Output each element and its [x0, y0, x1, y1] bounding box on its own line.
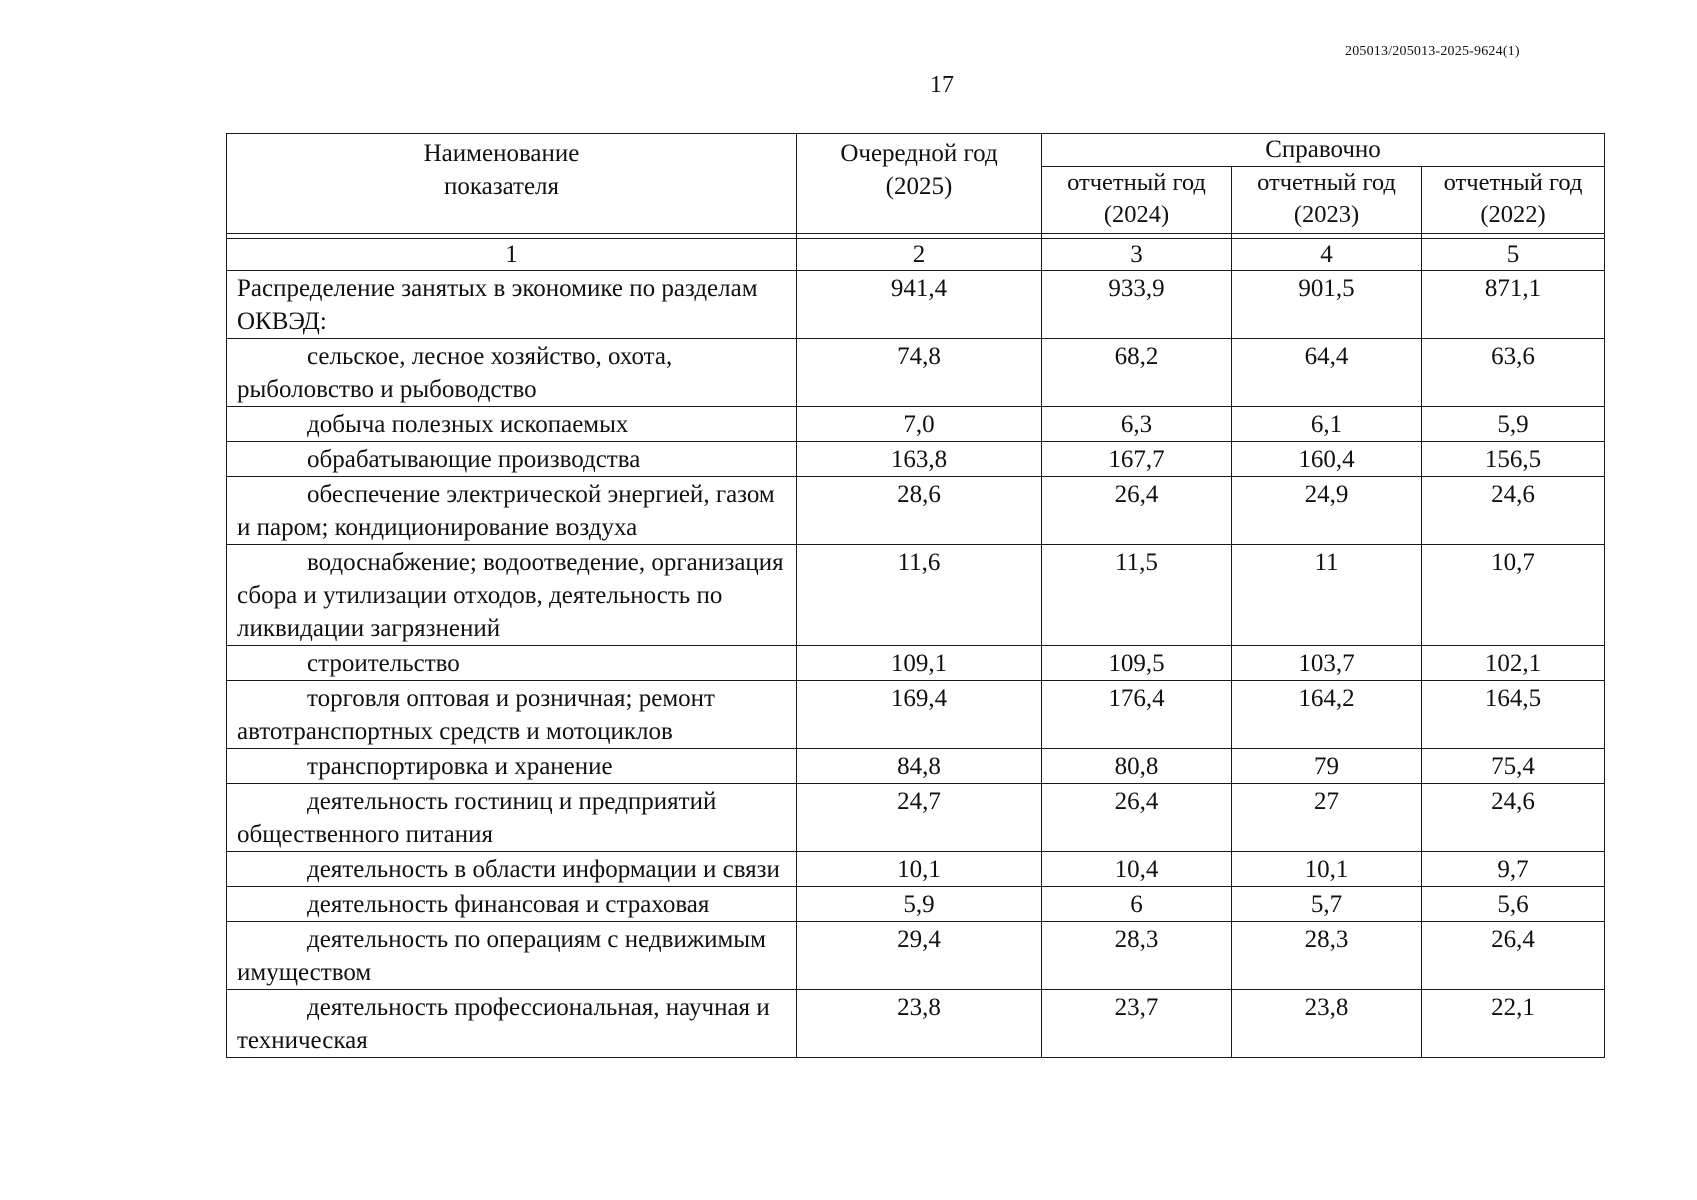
- value-cell: 64,4: [1232, 339, 1422, 407]
- header-reference: Справочно: [1042, 134, 1605, 167]
- value-cell: 176,4: [1042, 681, 1232, 749]
- header-year-label: отчетный год: [1443, 168, 1583, 196]
- indicator-name-continued: с недвижимым имуществом: [237, 926, 766, 986]
- value-cell: 11,5: [1042, 545, 1232, 646]
- indicator-name: транспортировка и хранение: [307, 753, 613, 780]
- header-year-2022: [1422, 166, 1605, 233]
- header-name-line1: Наименование: [423, 140, 580, 167]
- indicator-name-cell: [227, 442, 797, 477]
- value-cell: 5,9: [797, 887, 1042, 922]
- value-cell: 10,1: [1232, 852, 1422, 887]
- value-cell: 163,8: [797, 442, 1042, 477]
- indicator-name-continued: по разделам ОКВЭД:: [237, 275, 758, 335]
- indicator-name-cell: [227, 646, 797, 681]
- value-cell: 26,4: [1422, 922, 1605, 990]
- indicator-name-continued: и техническая: [237, 994, 770, 1054]
- value-cell: 5,7: [1232, 887, 1422, 922]
- value-cell: 167,7: [1042, 442, 1232, 477]
- value-cell: 901,5: [1232, 271, 1422, 339]
- indicator-name: торговля оптовая и розничная; ремонт: [307, 685, 715, 712]
- table-row: [227, 442, 1605, 477]
- indicator-name: деятельность по операциям: [307, 926, 602, 953]
- value-cell: 6,3: [1042, 407, 1232, 442]
- value-cell: 169,4: [797, 681, 1042, 749]
- value-cell: 75,4: [1422, 749, 1605, 784]
- value-cell: 933,9: [1042, 271, 1232, 339]
- indicator-name-cell: [227, 852, 797, 887]
- value-cell: 24,6: [1422, 784, 1605, 852]
- header-year-value: (2022): [1480, 200, 1546, 228]
- header-current-year: [797, 134, 1042, 234]
- indicator-name: сельское, лесное хозяйство, охота,: [307, 343, 673, 370]
- value-cell: 11,6: [797, 545, 1042, 646]
- indicator-name: деятельность финансовая и страховая: [307, 891, 710, 918]
- value-cell: 23,7: [1042, 990, 1232, 1058]
- column-number: 2: [797, 239, 1042, 271]
- table-row: [227, 852, 1605, 887]
- column-number: 4: [1232, 239, 1422, 271]
- value-cell: 84,8: [797, 749, 1042, 784]
- table-row: [227, 407, 1605, 442]
- value-cell: 160,4: [1232, 442, 1422, 477]
- value-cell: 26,4: [1042, 784, 1232, 852]
- indicator-name-continued: автотранспортных средств и мотоциклов: [237, 718, 673, 745]
- value-cell: 68,2: [1042, 339, 1232, 407]
- indicator-name-continued: организация сбора и утилизации отходов, деятельность по ликвидации загрязнений: [237, 549, 784, 642]
- value-cell: 11: [1232, 545, 1422, 646]
- indicator-name: обрабатывающие производства: [307, 446, 641, 473]
- indicator-name-continued: газом и паром; кондиционирование воздуха: [237, 481, 775, 541]
- value-cell: 24,6: [1422, 477, 1605, 545]
- value-cell: 29,4: [797, 922, 1042, 990]
- table-row: [227, 646, 1605, 681]
- value-cell: 24,9: [1232, 477, 1422, 545]
- value-cell: 63,6: [1422, 339, 1605, 407]
- value-cell: 23,8: [797, 990, 1042, 1058]
- value-cell: 10,4: [1042, 852, 1232, 887]
- value-cell: 7,0: [797, 407, 1042, 442]
- indicator-name-cell: [227, 545, 797, 646]
- indicator-name-continued: и связи: [702, 856, 780, 883]
- table-row: [227, 545, 1605, 646]
- indicator-name: водоснабжение; водоотведение,: [307, 549, 646, 576]
- value-cell: 5,6: [1422, 887, 1605, 922]
- table-row: [227, 922, 1605, 990]
- indicator-name-continued: общественного питания: [237, 821, 493, 848]
- column-numbers-row: [227, 239, 1605, 271]
- value-cell: 28,6: [797, 477, 1042, 545]
- indicator-name-cell: [227, 922, 797, 990]
- table-row: [227, 271, 1605, 339]
- value-cell: 103,7: [1232, 646, 1422, 681]
- page-number: 17: [930, 72, 954, 98]
- document-id: 205013/205013-2025-9624(1): [1345, 44, 1520, 59]
- value-cell: 80,8: [1042, 749, 1232, 784]
- header-year-2023: [1232, 166, 1422, 233]
- header-year-label: отчетный год: [1257, 168, 1396, 196]
- header-current-line2: (2025): [885, 173, 953, 200]
- header-year-label: отчетный год: [1067, 168, 1206, 196]
- table-row: [227, 784, 1605, 852]
- indicator-name: деятельность гостиниц и предприятий: [307, 788, 717, 815]
- header-year-value: (2024): [1103, 200, 1170, 228]
- value-cell: 109,1: [797, 646, 1042, 681]
- header-year-2024: [1042, 166, 1232, 233]
- indicator-name: деятельность в области информации: [307, 856, 697, 883]
- value-cell: 74,8: [797, 339, 1042, 407]
- value-cell: 109,5: [1042, 646, 1232, 681]
- header-year-value: (2023): [1293, 200, 1360, 228]
- table-row: [227, 990, 1605, 1058]
- value-cell: 22,1: [1422, 990, 1605, 1058]
- column-number: 5: [1422, 239, 1605, 271]
- value-cell: 27: [1232, 784, 1422, 852]
- indicator-name-cell: [227, 477, 797, 545]
- indicator-name-cell: [227, 339, 797, 407]
- value-cell: 26,4: [1042, 477, 1232, 545]
- value-cell: 156,5: [1422, 442, 1605, 477]
- value-cell: 10,7: [1422, 545, 1605, 646]
- indicator-name-cell: [227, 681, 797, 749]
- value-cell: 164,2: [1232, 681, 1422, 749]
- value-cell: 941,4: [797, 271, 1042, 339]
- value-cell: 28,3: [1042, 922, 1232, 990]
- indicator-name: деятельность профессиональная, научная: [307, 994, 751, 1021]
- value-cell: 28,3: [1232, 922, 1422, 990]
- indicator-name: Распределение занятых в экономике: [237, 275, 623, 302]
- indicator-name-cell: [227, 407, 797, 442]
- value-cell: 9,7: [1422, 852, 1605, 887]
- header-row: [227, 134, 1605, 167]
- indicator-name-cell: [227, 784, 797, 852]
- indicator-name: обеспечение электрической энергией,: [307, 481, 710, 508]
- indicator-name-cell: [227, 887, 797, 922]
- header-current-line1: Очередной год: [840, 140, 998, 167]
- table-row: [227, 887, 1605, 922]
- value-cell: 164,5: [1422, 681, 1605, 749]
- indicator-name: добыча полезных ископаемых: [307, 411, 629, 438]
- indicator-name-cell: [227, 271, 797, 339]
- header-name-line2: показателя: [443, 173, 560, 200]
- column-number: 3: [1042, 239, 1232, 271]
- employment-table: [226, 133, 1605, 1058]
- table-row: [227, 477, 1605, 545]
- header-indicator-name: [227, 134, 797, 234]
- indicator-name-cell: [227, 749, 797, 784]
- table-row: [227, 681, 1605, 749]
- value-cell: 79: [1232, 749, 1422, 784]
- value-cell: 24,7: [797, 784, 1042, 852]
- value-cell: 6: [1042, 887, 1232, 922]
- value-cell: 10,1: [797, 852, 1042, 887]
- indicator-name-cell: [227, 990, 797, 1058]
- value-cell: 5,9: [1422, 407, 1605, 442]
- value-cell: 6,1: [1232, 407, 1422, 442]
- indicator-name: строительство: [307, 650, 460, 677]
- column-number: 1: [227, 239, 797, 271]
- value-cell: 23,8: [1232, 990, 1422, 1058]
- table-row: [227, 339, 1605, 407]
- value-cell: 102,1: [1422, 646, 1605, 681]
- value-cell: 871,1: [1422, 271, 1605, 339]
- table-row: [227, 749, 1605, 784]
- indicator-name-continued: рыболовство и рыбоводство: [237, 376, 537, 403]
